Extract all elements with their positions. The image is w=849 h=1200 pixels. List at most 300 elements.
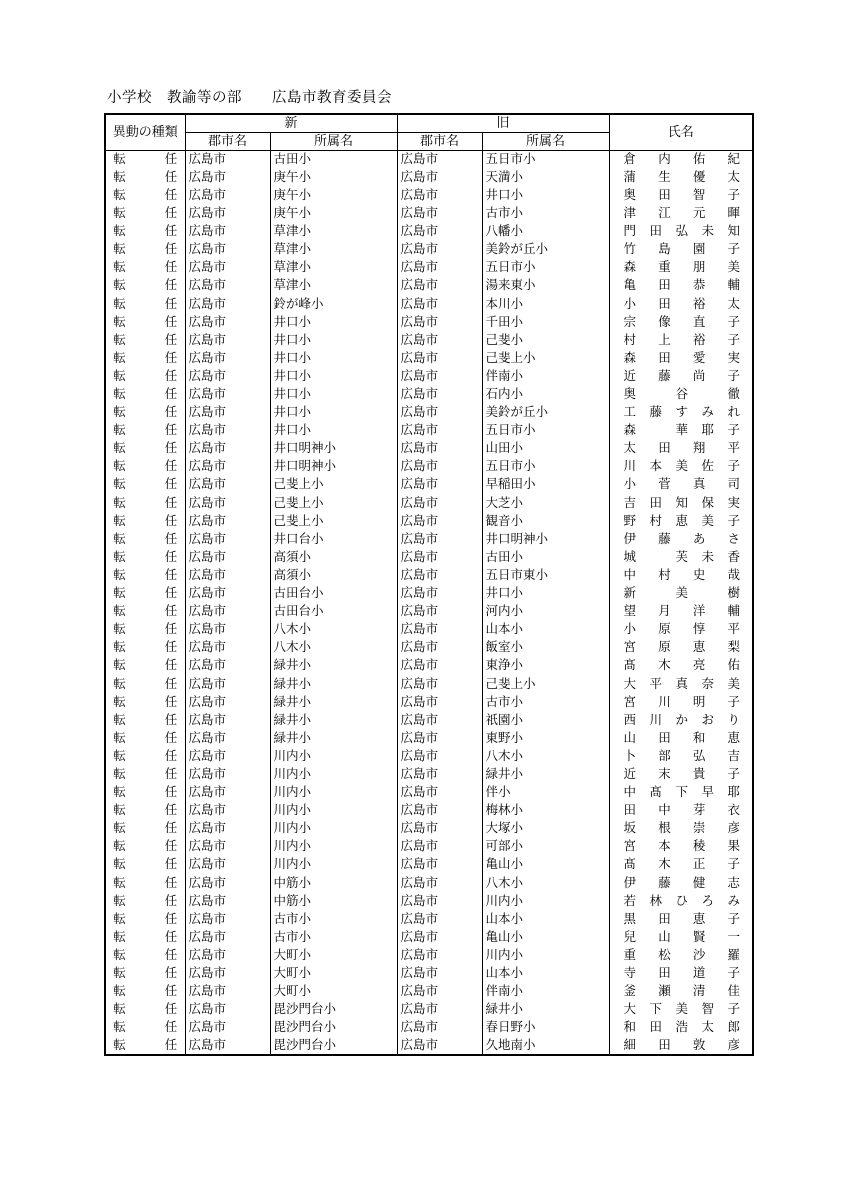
person-name-cell: [609, 240, 753, 258]
header-old-school: 所属名: [482, 132, 609, 150]
transfer-type-cell-text: 転任: [113, 585, 178, 601]
old-city-cell: 広島市: [397, 747, 482, 765]
table-row: [105, 313, 753, 331]
new-city-cell: 広島市: [185, 421, 270, 439]
new-city-cell: 広島市: [185, 1037, 270, 1055]
table-row: [105, 856, 753, 874]
person-name-cell: [609, 928, 753, 946]
person-name-cell-text: 髙木亮佑: [623, 657, 741, 673]
old-school-cell: 伴南小: [482, 982, 609, 1000]
table-row: [105, 259, 753, 277]
new-school-cell: 井口小: [270, 421, 397, 439]
person-name-cell-text: 宗像直子: [623, 313, 741, 329]
new-city-cell: 広島市: [185, 530, 270, 548]
transfer-type-cell: [105, 711, 185, 729]
new-city-cell: 広島市: [185, 874, 270, 892]
person-name-cell-text: 森重朋美: [623, 259, 741, 275]
old-city-cell: 広島市: [397, 838, 482, 856]
old-school-cell: 湯来東小: [482, 277, 609, 295]
header-new-city: 郡市名: [185, 132, 270, 150]
person-name-cell-text: 近藤尚子: [623, 367, 741, 383]
person-name-cell-text: 中村史哉: [623, 566, 741, 582]
transfer-type-cell-text: 転任: [113, 440, 178, 456]
person-name-cell: [609, 403, 753, 421]
person-name-cell-text: 伊藤あさ: [623, 530, 741, 546]
new-city-cell: 広島市: [185, 150, 270, 168]
document-title: 小学校 教諭等の部 広島市教育委員会: [107, 90, 392, 106]
old-city-cell: 広島市: [397, 512, 482, 530]
transfer-type-cell: [105, 1037, 185, 1055]
transfer-type-cell-text: 転任: [113, 566, 178, 582]
table-row: [105, 1019, 753, 1037]
header-new-school: 所属名: [270, 132, 397, 150]
person-name-cell: [609, 892, 753, 910]
old-city-cell: 広島市: [397, 259, 482, 277]
new-school-cell: 川内小: [270, 783, 397, 801]
person-name-cell-text: 城 芙未香: [623, 548, 741, 564]
old-school-cell: 山本小: [482, 910, 609, 928]
old-city-cell: 広島市: [397, 801, 482, 819]
old-city-cell: 広島市: [397, 367, 482, 385]
new-city-cell: 広島市: [185, 584, 270, 602]
old-city-cell: 広島市: [397, 349, 482, 367]
table-row: [105, 403, 753, 421]
person-name-cell-text: 寺田道子: [623, 965, 741, 981]
new-school-cell: 緑井小: [270, 657, 397, 675]
transfer-type-cell: [105, 819, 185, 837]
person-name-cell: [609, 331, 753, 349]
person-name-cell: [609, 385, 753, 403]
table-row: [105, 801, 753, 819]
new-city-cell: 広島市: [185, 620, 270, 638]
table-row: [105, 783, 753, 801]
old-city-cell: 広島市: [397, 385, 482, 403]
new-school-cell: 井口小: [270, 385, 397, 403]
table-row: [105, 711, 753, 729]
transfer-type-cell-text: 転任: [113, 965, 178, 981]
person-name-cell: [609, 349, 753, 367]
old-school-cell: 美鈴が丘小: [482, 240, 609, 258]
old-city-cell: 広島市: [397, 620, 482, 638]
old-city-cell: 広島市: [397, 964, 482, 982]
old-school-cell: 祇園小: [482, 711, 609, 729]
person-name-cell: [609, 946, 753, 964]
new-school-cell: 草津小: [270, 277, 397, 295]
table-row: [105, 838, 753, 856]
person-name-cell-text: 近末貴子: [623, 765, 741, 781]
new-city-cell: 広島市: [185, 512, 270, 530]
table-row: [105, 982, 753, 1000]
old-city-cell: 広島市: [397, 150, 482, 168]
header-old-city: 郡市名: [397, 132, 482, 150]
new-school-cell: 庚午小: [270, 186, 397, 204]
person-name-cell-text: 小原惇平: [623, 621, 741, 637]
transfer-type-cell-text: 転任: [113, 675, 178, 691]
person-name-cell: [609, 729, 753, 747]
transfer-type-cell: [105, 602, 185, 620]
transfer-type-cell-text: 転任: [113, 603, 178, 619]
transfer-type-cell-text: 転任: [113, 621, 178, 637]
person-name-cell: [609, 747, 753, 765]
person-name-cell-text: 西川かおり: [623, 711, 741, 727]
person-name-cell-text: 伊藤健志: [623, 874, 741, 890]
transfer-type-cell-text: 転任: [113, 820, 178, 836]
old-city-cell: 広島市: [397, 186, 482, 204]
person-name-cell-text: 森田愛実: [623, 349, 741, 365]
new-school-cell: 八木小: [270, 620, 397, 638]
transfer-type-cell: [105, 512, 185, 530]
table-row: [105, 819, 753, 837]
person-name-cell-text: 小田裕太: [623, 295, 741, 311]
person-name-cell: [609, 458, 753, 476]
table-row: [105, 620, 753, 638]
person-name-cell: [609, 1019, 753, 1037]
new-school-cell: 草津小: [270, 240, 397, 258]
person-name-cell: [609, 964, 753, 982]
new-school-cell: 井口小: [270, 313, 397, 331]
new-school-cell: 古田小: [270, 150, 397, 168]
transfer-type-cell-text: 転任: [113, 313, 178, 329]
old-school-cell: 河内小: [482, 602, 609, 620]
header-new-group: 新: [185, 114, 397, 132]
new-city-cell: 広島市: [185, 349, 270, 367]
old-city-cell: 広島市: [397, 729, 482, 747]
table-row: [105, 584, 753, 602]
old-city-cell: 広島市: [397, 675, 482, 693]
transfer-type-cell: [105, 639, 185, 657]
transfer-type-cell: [105, 367, 185, 385]
person-name-cell-text: 吉田知保実: [623, 494, 741, 510]
old-school-cell: 五日市東小: [482, 566, 609, 584]
new-school-cell: 毘沙門台小: [270, 1019, 397, 1037]
old-school-cell: 川内小: [482, 946, 609, 964]
old-city-cell: 広島市: [397, 819, 482, 837]
transfer-type-cell: [105, 910, 185, 928]
old-school-cell: 山本小: [482, 620, 609, 638]
new-school-cell: 庚午小: [270, 204, 397, 222]
new-city-cell: 広島市: [185, 747, 270, 765]
new-city-cell: 広島市: [185, 494, 270, 512]
new-school-cell: 己斐上小: [270, 512, 397, 530]
person-name-cell: [609, 313, 753, 331]
new-school-cell: 大町小: [270, 946, 397, 964]
old-city-cell: 広島市: [397, 711, 482, 729]
table-row: [105, 150, 753, 168]
old-city-cell: 広島市: [397, 530, 482, 548]
table-row: [105, 295, 753, 313]
old-school-cell: 春日野小: [482, 1019, 609, 1037]
old-school-cell: 東浄小: [482, 657, 609, 675]
old-city-cell: 広島市: [397, 910, 482, 928]
transfer-type-cell-text: 転任: [113, 657, 178, 673]
person-name-cell: [609, 277, 753, 295]
table-row: [105, 602, 753, 620]
old-school-cell: 井口明神小: [482, 530, 609, 548]
person-name-cell: [609, 1037, 753, 1055]
new-school-cell: 毘沙門台小: [270, 1000, 397, 1018]
person-name-cell-text: 兒山賢一: [623, 928, 741, 944]
new-city-cell: 広島市: [185, 783, 270, 801]
old-city-cell: 広島市: [397, 783, 482, 801]
transfer-type-cell: [105, 385, 185, 403]
transfer-type-cell: [105, 548, 185, 566]
person-name-cell-text: 工藤すみれ: [623, 404, 741, 420]
person-name-cell-text: 大下美智子: [623, 1001, 741, 1017]
old-city-cell: 広島市: [397, 240, 482, 258]
transfer-type-cell-text: 転任: [113, 910, 178, 926]
new-city-cell: 広島市: [185, 476, 270, 494]
table-row: [105, 385, 753, 403]
person-name-cell-text: 髙木正子: [623, 856, 741, 872]
transfer-type-cell-text: 転任: [113, 874, 178, 890]
old-school-cell: 石内小: [482, 385, 609, 403]
person-name-cell-text: 野村恵美子: [623, 512, 741, 528]
new-city-cell: 広島市: [185, 168, 270, 186]
old-school-cell: 美鈴が丘小: [482, 403, 609, 421]
new-school-cell: 大町小: [270, 982, 397, 1000]
new-city-cell: 広島市: [185, 711, 270, 729]
old-city-cell: 広島市: [397, 874, 482, 892]
table-row: [105, 548, 753, 566]
new-school-cell: 井口小: [270, 331, 397, 349]
transfer-type-cell: [105, 222, 185, 240]
new-city-cell: 広島市: [185, 295, 270, 313]
old-city-cell: 広島市: [397, 946, 482, 964]
transfer-type-cell: [105, 801, 185, 819]
old-school-cell: 己斐小: [482, 331, 609, 349]
transfer-type-cell: [105, 313, 185, 331]
person-name-cell: [609, 440, 753, 458]
new-school-cell: 古市小: [270, 910, 397, 928]
person-name-cell: [609, 783, 753, 801]
new-city-cell: 広島市: [185, 240, 270, 258]
old-school-cell: 五日市小: [482, 259, 609, 277]
table-row: [105, 874, 753, 892]
old-school-cell: 己斐上小: [482, 675, 609, 693]
table-row: [105, 530, 753, 548]
old-city-cell: 広島市: [397, 584, 482, 602]
transfer-type-cell-text: 転任: [113, 983, 178, 999]
old-city-cell: 広島市: [397, 295, 482, 313]
person-name-cell: [609, 711, 753, 729]
table-row: [105, 675, 753, 693]
old-city-cell: 広島市: [397, 440, 482, 458]
old-city-cell: 広島市: [397, 566, 482, 584]
table-row: [105, 747, 753, 765]
transfer-type-cell: [105, 747, 185, 765]
table-row: [105, 639, 753, 657]
person-name-cell: [609, 222, 753, 240]
person-name-cell: [609, 910, 753, 928]
table-row: [105, 892, 753, 910]
old-school-cell: 亀山小: [482, 856, 609, 874]
transfer-type-cell: [105, 675, 185, 693]
old-school-cell: 八木小: [482, 874, 609, 892]
old-school-cell: 可部小: [482, 838, 609, 856]
person-name-cell-text: 黒田恵子: [623, 910, 741, 926]
new-city-cell: 広島市: [185, 801, 270, 819]
new-school-cell: 毘沙門台小: [270, 1037, 397, 1055]
table-row: [105, 331, 753, 349]
new-school-cell: 緑井小: [270, 711, 397, 729]
old-school-cell: 古市小: [482, 693, 609, 711]
transfer-type-cell-text: 転任: [113, 223, 178, 239]
table-row: [105, 566, 753, 584]
transfer-type-cell: [105, 566, 185, 584]
old-school-cell: 五日市小: [482, 150, 609, 168]
transfer-type-cell-text: 転任: [113, 186, 178, 202]
new-school-cell: 井口明神小: [270, 458, 397, 476]
new-city-cell: 広島市: [185, 982, 270, 1000]
new-school-cell: 井口小: [270, 349, 397, 367]
person-name-cell: [609, 982, 753, 1000]
person-name-cell: [609, 548, 753, 566]
transfer-type-cell: [105, 476, 185, 494]
old-city-cell: 広島市: [397, 476, 482, 494]
new-school-cell: 草津小: [270, 222, 397, 240]
transfer-type-cell-text: 転任: [113, 928, 178, 944]
transfer-type-cell-text: 転任: [113, 530, 178, 546]
person-name-cell-text: 森 華耶子: [623, 422, 741, 438]
new-school-cell: 川内小: [270, 765, 397, 783]
new-city-cell: 広島市: [185, 964, 270, 982]
new-city-cell: 広島市: [185, 259, 270, 277]
old-school-cell: 五日市小: [482, 458, 609, 476]
old-city-cell: 広島市: [397, 856, 482, 874]
transfer-type-cell: [105, 440, 185, 458]
new-city-cell: 広島市: [185, 331, 270, 349]
person-name-cell-text: 蒲生優太: [623, 168, 741, 184]
header-name: 氏名: [609, 114, 753, 150]
transfer-type-cell: [105, 657, 185, 675]
person-name-cell: [609, 874, 753, 892]
transfer-type-cell-text: 転任: [113, 241, 178, 257]
old-city-cell: 広島市: [397, 277, 482, 295]
person-name-cell: [609, 530, 753, 548]
table-row: [105, 186, 753, 204]
new-city-cell: 広島市: [185, 892, 270, 910]
table-row: [105, 693, 753, 711]
transfer-type-cell: [105, 783, 185, 801]
new-city-cell: 広島市: [185, 639, 270, 657]
table-row: [105, 367, 753, 385]
old-city-cell: 広島市: [397, 168, 482, 186]
old-school-cell: 古田小: [482, 548, 609, 566]
person-name-cell-text: 細田敦彦: [623, 1036, 741, 1052]
person-name-cell: [609, 295, 753, 313]
transfer-type-cell-text: 転任: [113, 1001, 178, 1017]
new-school-cell: 大町小: [270, 964, 397, 982]
person-name-cell: [609, 421, 753, 439]
old-city-cell: 広島市: [397, 1019, 482, 1037]
person-name-cell-text: 太田翔平: [623, 440, 741, 456]
new-school-cell: 中筋小: [270, 874, 397, 892]
old-city-cell: 広島市: [397, 602, 482, 620]
new-city-cell: 広島市: [185, 277, 270, 295]
transfer-type-cell-text: 転任: [113, 693, 178, 709]
transfer-type-cell-text: 転任: [113, 277, 178, 293]
table-row: [105, 168, 753, 186]
person-name-cell: [609, 168, 753, 186]
transfer-type-cell: [105, 1000, 185, 1018]
transfer-type-cell: [105, 403, 185, 421]
person-name-cell-text: 竹島園子: [623, 241, 741, 257]
transfer-type-cell: [105, 693, 185, 711]
old-school-cell: 観音小: [482, 512, 609, 530]
person-name-cell-text: 新 美 樹: [623, 585, 741, 601]
person-name-cell: [609, 620, 753, 638]
transfer-type-cell-text: 転任: [113, 711, 178, 727]
transfer-type-cell: [105, 421, 185, 439]
new-school-cell: 川内小: [270, 838, 397, 856]
person-name-cell: [609, 476, 753, 494]
new-school-cell: 高須小: [270, 548, 397, 566]
old-school-cell: 八幡小: [482, 222, 609, 240]
table-row: [105, 222, 753, 240]
new-school-cell: 中筋小: [270, 892, 397, 910]
new-school-cell: 鈴が峰小: [270, 295, 397, 313]
new-school-cell: 緑井小: [270, 675, 397, 693]
table-row: [105, 964, 753, 982]
table-row: [105, 1037, 753, 1055]
person-name-cell: [609, 602, 753, 620]
person-name-cell-text: 倉内佑紀: [623, 151, 741, 167]
transfer-type-cell: [105, 295, 185, 313]
transfer-type-cell: [105, 458, 185, 476]
transfer-type-cell-text: 転任: [113, 784, 178, 800]
table-row: [105, 240, 753, 258]
transfer-type-cell-text: 転任: [113, 404, 178, 420]
transfer-type-cell-text: 転任: [113, 512, 178, 528]
transfer-type-cell-text: 転任: [113, 802, 178, 818]
table-row: [105, 349, 753, 367]
new-city-cell: 広島市: [185, 566, 270, 584]
new-city-cell: 広島市: [185, 385, 270, 403]
transfer-type-cell-text: 転任: [113, 946, 178, 962]
person-name-cell: [609, 1000, 753, 1018]
new-school-cell: 古市小: [270, 928, 397, 946]
transfer-type-cell: [105, 838, 185, 856]
old-school-cell: 山田小: [482, 440, 609, 458]
person-name-cell: [609, 765, 753, 783]
old-city-cell: 広島市: [397, 639, 482, 657]
new-school-cell: 川内小: [270, 856, 397, 874]
person-name-cell: [609, 512, 753, 530]
table-row: [105, 458, 753, 476]
old-school-cell: 東野小: [482, 729, 609, 747]
transfer-type-cell: [105, 349, 185, 367]
new-school-cell: 川内小: [270, 819, 397, 837]
person-name-cell: [609, 639, 753, 657]
person-name-cell-text: 門田弘未知: [623, 223, 741, 239]
person-name-cell: [609, 657, 753, 675]
old-school-cell: 久地南小: [482, 1037, 609, 1055]
transfer-type-cell: [105, 150, 185, 168]
new-city-cell: 広島市: [185, 458, 270, 476]
transfer-type-cell: [105, 584, 185, 602]
transfer-type-cell: [105, 874, 185, 892]
old-school-cell: 飯室小: [482, 639, 609, 657]
table-row: [105, 729, 753, 747]
person-name-cell-text: 奥田智子: [623, 186, 741, 202]
person-name-cell-text: 亀田恭輔: [623, 277, 741, 293]
new-city-cell: 広島市: [185, 819, 270, 837]
transfer-type-cell: [105, 331, 185, 349]
transfer-type-cell-text: 転任: [113, 259, 178, 275]
transfer-type-cell-text: 転任: [113, 765, 178, 781]
old-city-cell: 広島市: [397, 222, 482, 240]
person-name-cell-text: 釜瀬清佳: [623, 983, 741, 999]
